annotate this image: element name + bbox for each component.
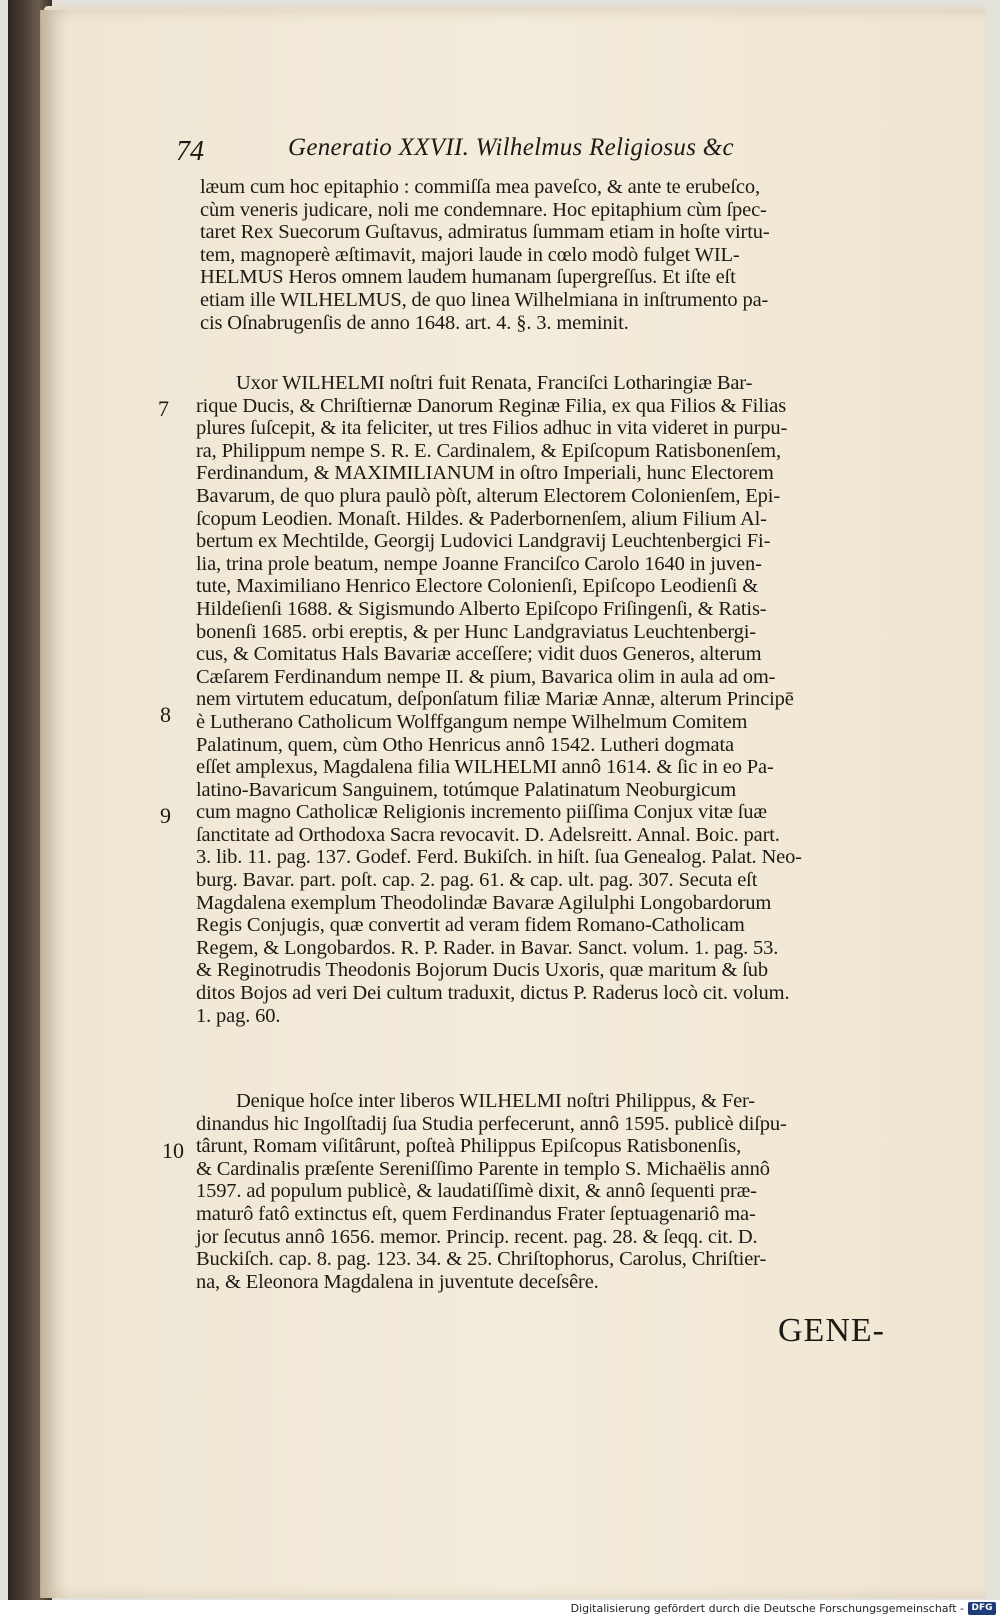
text-line: lia, trina prole beatum, nempe Joanne Franciſco Carolo 1640 in juven- <box>196 552 762 575</box>
paragraph-2 <box>196 372 902 1027</box>
text-line: tem, magnoperè æſtimavit, majori laude in cœlo modò fulget WIL- <box>200 243 740 266</box>
catchword: GENE- <box>778 1312 885 1349</box>
text-line: Uxor WILHELMI noſtri fuit Renata, Franciſci Lotharingiæ Bar- <box>236 372 753 394</box>
text-line: ditos Bojos ad veri Dei cultum traduxit, dictus P. Raderus locò cit. volum. <box>196 982 790 1005</box>
text-line: cum magno Catholicæ Religionis incremento piiſſima Conjux vitæ ſuæ <box>196 801 767 824</box>
digitization-footer <box>0 1600 1000 1618</box>
text-line: Bavarum, de quo plura paulò pòſt, alterum Electorem Colonienſem, Epi- <box>196 484 780 507</box>
text-line: cis Oſnabrugenſis de anno 1648. art. 4. §. 3. meminit. <box>200 311 629 334</box>
text-line: 1. pag. 60. <box>196 1004 281 1027</box>
text-line: eſſet amplexus, Magdalena filia WILHELMI annô 1614. & ſic in eo Pa- <box>196 756 774 779</box>
margin-number-7: 7 <box>158 396 169 421</box>
text-line: taret Rex Suecorum Guſtavus, admiratus ſummam etiam in hoſte virtu- <box>200 221 770 244</box>
text-line: cus, & Comitatus Hals Bavariæ acceſſere; vidit duos Generos, alterum <box>196 643 762 666</box>
text-line: jor ſecutus annô 1656. memor. Princip. recent. pag. 28. & ſeqq. cit. D. <box>196 1225 758 1248</box>
text-line: maturô fatô extinctus eſt, quem Ferdinandus Frater ſeptuagenariô ma- <box>196 1202 756 1225</box>
running-title: Generatio XXVII. Wilhelmus Religiosus &c <box>288 134 734 161</box>
text-line: Regis Conjugis, quæ convertit ad veram fidem Romano-Catholicam <box>196 914 745 937</box>
text-line: târunt, Romam viſitârunt, poſteà Philippus Epiſcopus Ratisbonenſis, <box>196 1135 742 1158</box>
dfg-logo: DFG <box>968 1602 996 1615</box>
margin-number-9: 9 <box>160 803 171 828</box>
text-line: ſcopum Leodien. Monaſt. Hildes. & Paderbornenſem, alium Filium Al- <box>196 507 767 530</box>
text-line: & Cardinalis præſente Sereniſſimo Parente in templo S. Michaëlis annô <box>196 1157 770 1180</box>
text-line: na, & Eleonora Magdalena in juventute deceſsêre. <box>196 1270 599 1293</box>
text-line: 1597. ad populum publicè, & laudatiſſimè dixit, & annô ſequenti præ- <box>196 1180 757 1203</box>
text-line: 3. lib. 11. pag. 137. Godef. Ferd. Bukiſch. in hiſt. ſua Genealog. Palat. Neo- <box>196 846 802 869</box>
running-head <box>176 128 896 168</box>
text-line: bonenſi 1685. orbi ereptis, & per Hunc Landgraviatus Leuchtenbergi- <box>196 620 756 643</box>
text-line: Cæſarem Ferdinandum nempe II. & pium, Bavarica olim in aula ad om- <box>196 665 776 688</box>
text-line: latino-Bavaricum Sanguinem, totúmque Palatinatum Neoburgicum <box>196 778 737 801</box>
text-line: tute, Maximiliano Henrico Electore Colonienſi, Epiſcopo Leodienſi & <box>196 575 759 598</box>
margin-number-8: 8 <box>160 702 171 727</box>
text-line: Regem, & Longobardos. R. P. Rader. in Bavar. Sanct. volum. 1. pag. 53. <box>196 936 779 959</box>
text-line: Denique hoſce inter liberos WILHELMI noſtri Philippus, & Fer- <box>236 1090 755 1112</box>
paragraph-1 <box>200 176 900 334</box>
text-line: burg. Bavar. part. poſt. cap. 2. pag. 61. & cap. ult. pag. 307. Secuta eſt <box>196 869 758 892</box>
text-line: nem virtutem educatum, deſponſatum filiæ Mariæ Annæ, alterum Principē <box>196 688 794 711</box>
text-line: læum cum hoc epitaphio : commiſſa mea paveſco, & ante te erubeſco, <box>200 176 760 198</box>
text-line: HELMUS Heros omnem laudem humanam ſupergreſſus. Et iſte eſt <box>200 266 736 289</box>
text-line: etiam ille WILHELMUS, de quo linea Wilhelmiana in inſtrumento pa- <box>200 288 769 311</box>
text-line: Palatinum, quem, cùm Otho Henricus annô 1542. Lutheri dogmata <box>196 733 734 756</box>
text-line: Buckiſch. cap. 8. pag. 123. 34. & 25. Chriſtophorus, Carolus, Chriſtier- <box>196 1248 767 1271</box>
text-line: cùm veneris judicare, noli me condemnare. Hoc epitaphium cùm ſpec- <box>200 198 767 221</box>
margin-number-10: 10 <box>162 1138 184 1163</box>
text-line: è Lutherano Catholicum Wolffgangum nempe Wilhelmum Comitem <box>196 710 748 733</box>
text-line: & Reginotrudis Theodonis Bojorum Ducis Uxoris, quæ maritum & ſub <box>196 959 768 982</box>
text-line: Ferdinandum, & MAXIMILIANUM in oſtro Imperiali, hunc Electorem <box>196 462 774 485</box>
text-line: dinandus hic Ingolſtadij ſua Studia perfecerunt, annô 1595. publicè diſpu- <box>196 1112 787 1135</box>
paragraph-3 <box>196 1090 902 1293</box>
text-line: ra, Philippum nempe S. R. E. Cardinalem, & Epiſcopum Ratisbonenſem, <box>196 439 781 462</box>
page-number: 74 <box>176 136 204 167</box>
text-line: Magdalena exemplum Theodolindæ Bavaræ Agilulphi Longobardorum <box>196 891 772 914</box>
text-line: Hildeſienſi 1688. & Sigismundo Alberto Epiſcopo Friſingenſi, & Ratis- <box>196 597 767 620</box>
text-line: ſanctitate ad Orthodoxa Sacra revocavit. D. Adelsreitt. Annal. Boic. part. <box>196 823 780 846</box>
footer-credit: Digitalisierung gefördert durch die Deutsche Forschungsgemeinschaft - <box>570 1602 964 1615</box>
text-line: bertum ex Mechtilde, Georgij Ludovici Landgravij Leuchtenbergici Fi- <box>196 530 771 553</box>
text-line: rique Ducis, & Chriſtiernæ Danorum Reginæ Filia, ex qua Filios & Filias <box>196 394 787 417</box>
text-line: plures ſuſcepit, & ita feliciter, ut tres Filios adhuc in vita videret in purpu- <box>196 417 788 440</box>
